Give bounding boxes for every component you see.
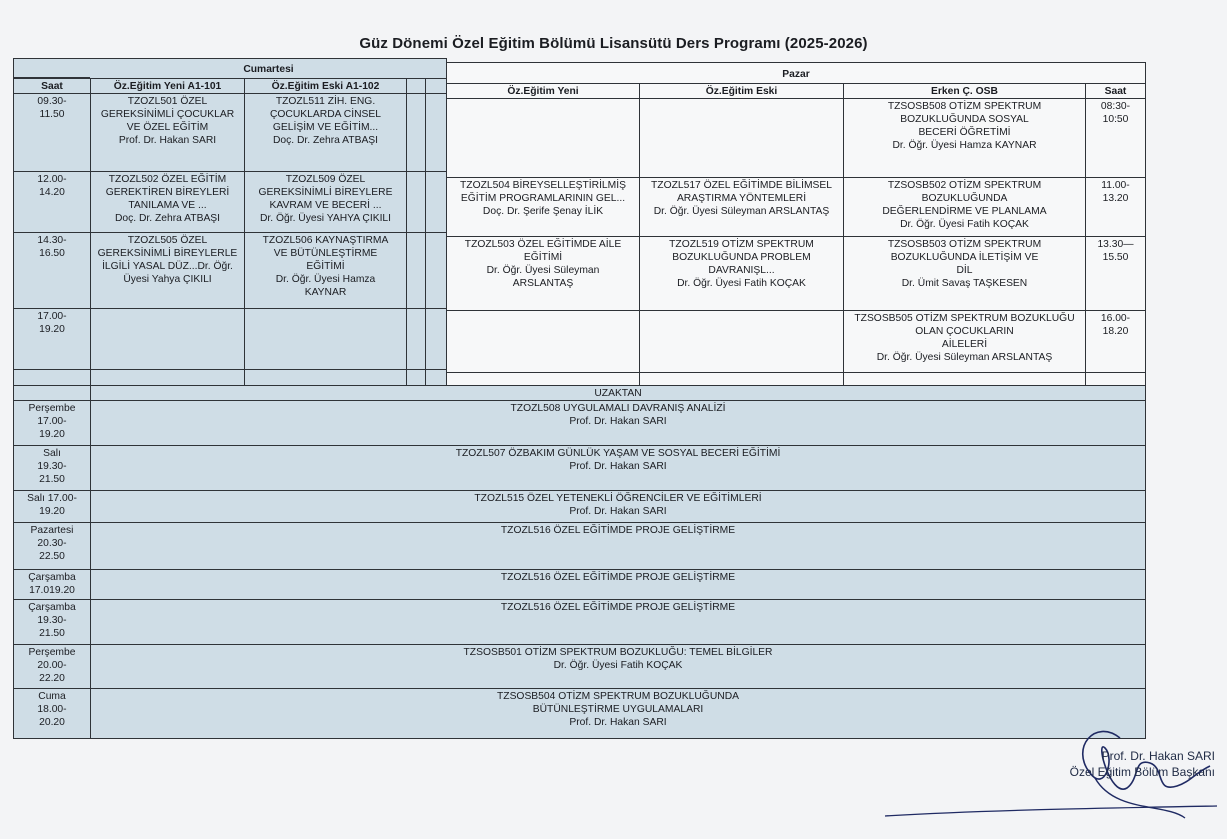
saturday-time-cell: 14.30- 16.50: [13, 232, 91, 309]
remote-course-cell: TZOZL516 ÖZEL EĞİTİMDE PROJE GELİŞTİRME: [90, 599, 1146, 645]
saturday-course-cell: TZOZL501 ÖZEL GEREKSİNİMLİ ÇOCUKLAR VE ÖZEL EĞİTİM Prof. Dr. Hakan SARI: [90, 93, 245, 172]
remote-time-cell: Çarşamba 19.30- 21.50: [13, 599, 91, 645]
saturday-course-cell: [90, 308, 245, 370]
sunday-day-label: Pazar: [446, 62, 1146, 84]
saturday-empty-cell: [425, 93, 447, 172]
saturday-empty-cell: [425, 232, 447, 309]
sunday-course-cell: TZOZL519 OTİZM SPEKTRUM BOZUKLUĞUNDA PROBLEM DAVRANIŞL... Dr. Öğr. Üyesi Fatih KOÇAK: [639, 236, 844, 311]
remote-time-cell: Cuma 18.00- 20.20: [13, 688, 91, 739]
remote-time-cell: Salı 17.00- 19.20: [13, 490, 91, 523]
sunday-course-cell: TZOZL503 ÖZEL EĞİTİMDE AİLE EĞİTİMİ Dr. Öğr. Üyesi Süleyman ARSLANTAŞ: [446, 236, 640, 311]
saturday-empty-cell: [425, 171, 447, 233]
sunday-course-cell: [446, 310, 640, 373]
remote-header-spacer: [13, 385, 91, 401]
signer-role: Özel Eğitim Bölüm Başkanı: [1069, 765, 1215, 779]
sunday-saat-header: Saat: [1085, 83, 1146, 99]
remote-course-cell: TZSOSB501 OTİZM SPEKTRUM BOZUKLUĞU: TEMEL BİLGİLER Dr. Öğr. Üyesi Fatih KOÇAK: [90, 644, 1146, 689]
sunday-course-cell: TZSOSB503 OTİZM SPEKTRUM BOZUKLUĞUNDA İLETİŞİM VE DİL Dr. Ümit Savaş TAŞKESEN: [843, 236, 1086, 311]
sunday-time-cell: 13.30— 15.50: [1085, 236, 1146, 311]
sunday-spacer-cell: [1085, 372, 1146, 386]
saturday-empty-col-header: [425, 78, 447, 94]
saturday-col1-header: Öz.Eğitim Yeni A1-101: [90, 78, 245, 94]
sunday-spacer-cell: [639, 372, 844, 386]
sunday-spacer-cell: [446, 372, 640, 386]
page-title: Güz Dönemi Özel Eğitim Bölümü Lisansütü Ders Programı (2025-2026): [359, 35, 868, 52]
saturday-empty-cell: [406, 232, 426, 309]
signer-name: Prof. Dr. Hakan SARI: [1101, 749, 1215, 763]
sunday-time-cell: 11.00- 13.20: [1085, 177, 1146, 237]
saturday-empty-col-header: [406, 78, 426, 94]
saturday-spacer-cell: [13, 369, 91, 386]
sunday-course-cell: TZOZL504 BİREYSELLEŞTİRİLMİŞ EĞİTİM PROGRAMLARININ GEL... Doç. Dr. Şerife Şenay İLİK: [446, 177, 640, 237]
sunday-course-cell: TZSOSB505 OTİZM SPEKTRUM BOZUKLUĞU OLAN ÇOCUKLARIN AİLELERİ Dr. Öğr. Üyesi Süleyman ARSLANTAŞ: [843, 310, 1086, 373]
remote-time-cell: Pazartesi 20.30- 22.50: [13, 522, 91, 570]
saturday-spacer-cell: [406, 369, 426, 386]
saturday-course-cell: TZOZL502 ÖZEL EĞİTİM GEREKTİREN BİREYLERİ TANILAMA VE ... Doç. Dr. Zehra ATBAŞI: [90, 171, 245, 233]
saturday-course-cell: TZOZL509 ÖZEL GEREKSİNİMLİ BİREYLERE KAVRAM VE BECERİ ... Dr. Öğr. Üyesi YAHYA ÇIKILI: [244, 171, 407, 233]
saturday-saat-header: Saat: [13, 78, 91, 94]
remote-course-cell: TZOZL516 ÖZEL EĞİTİMDE PROJE GELİŞTİRME: [90, 522, 1146, 570]
sunday-course-cell: [446, 98, 640, 178]
remote-time-cell: Perşembe 20.00- 22.20: [13, 644, 91, 689]
sunday-course-cell: TZOZL517 ÖZEL EĞİTİMDE BİLİMSEL ARAŞTIRMA YÖNTEMLERİ Dr. Öğr. Üyesi Süleyman ARSLANTAŞ: [639, 177, 844, 237]
remote-course-cell: TZOZL507 ÖZBAKIM GÜNLÜK YAŞAM VE SOSYAL BECERİ EĞİTİMİ Prof. Dr. Hakan SARI: [90, 445, 1146, 491]
saturday-empty-cell: [406, 308, 426, 370]
remote-time-cell: Perşembe 17.00- 19.20: [13, 400, 91, 446]
remote-time-cell: Çarşamba 17.019.20: [13, 569, 91, 600]
sunday-course-cell: TZSOSB502 OTİZM SPEKTRUM BOZUKLUĞUNDA DEĞERLENDİRME VE PLANLAMA Dr. Öğr. Üyesi Fatih KOÇAK: [843, 177, 1086, 237]
remote-header: UZAKTAN: [90, 385, 1146, 401]
saturday-time-cell: 09.30- 11.50: [13, 93, 91, 172]
remote-time-cell: Salı 19.30- 21.50: [13, 445, 91, 491]
saturday-course-cell: [244, 308, 407, 370]
saturday-col2-header: Öz.Eğitim Eski A1-102: [244, 78, 407, 94]
sunday-col2-header: Öz.Eğitim Eski: [639, 83, 844, 99]
sunday-course-cell: [639, 310, 844, 373]
saturday-day-label: Cumartesi: [90, 62, 447, 78]
saturday-empty-cell: [406, 93, 426, 172]
remote-course-cell: TZOZL515 ÖZEL YETENEKLİ ÖĞRENCİLER VE EĞİTİMLERİ Prof. Dr. Hakan SARI: [90, 490, 1146, 523]
remote-course-cell: TZOZL508 UYGULAMALI DAVRANIŞ ANALİZİ Prof. Dr. Hakan SARI: [90, 400, 1146, 446]
saturday-spacer-cell: [425, 369, 447, 386]
saturday-empty-cell: [406, 171, 426, 233]
remote-course-cell: TZOZL516 ÖZEL EĞİTİMDE PROJE GELİŞTİRME: [90, 569, 1146, 600]
sunday-time-cell: 08:30- 10:50: [1085, 98, 1146, 178]
saturday-empty-cell: [425, 308, 447, 370]
remote-course-cell: TZSOSB504 OTİZM SPEKTRUM BOZUKLUĞUNDA BÜTÜNLEŞTİRME UYGULAMALARI Prof. Dr. Hakan SARI: [90, 688, 1146, 739]
sunday-col1-header: Öz.Eğitim Yeni: [446, 83, 640, 99]
saturday-spacer-cell: [90, 369, 245, 386]
saturday-course-cell: TZOZL506 KAYNAŞTIRMA VE BÜTÜNLEŞTİRME EĞİTİMİ Dr. Öğr. Üyesi Hamza KAYNAR: [244, 232, 407, 309]
sunday-time-cell: 16.00- 18.20: [1085, 310, 1146, 373]
saturday-time-cell: 12.00- 14.20: [13, 171, 91, 233]
sunday-col3-header: Erken Ç. OSB: [843, 83, 1086, 99]
saturday-spacer-cell: [244, 369, 407, 386]
saturday-course-cell: TZOZL511 ZİH. ENG. ÇOCUKLARDA CİNSEL GELİŞİM VE EĞİTİM... Doç. Dr. Zehra ATBAŞI: [244, 93, 407, 172]
saturday-time-cell: 17.00- 19.20: [13, 308, 91, 370]
sunday-spacer-cell: [843, 372, 1086, 386]
signature-block: [1025, 748, 1215, 780]
saturday-course-cell: TZOZL505 ÖZEL GEREKSİNİMLİ BİREYLERLE İLGİLİ YASAL DÜZ...Dr. Öğr. Üyesi Yahya ÇIKILI: [90, 232, 245, 309]
sunday-course-cell: [639, 98, 844, 178]
sunday-course-cell: TZSOSB508 OTİZM SPEKTRUM BOZUKLUĞUNDA SOSYAL BECERİ ÖĞRETİMİ Dr. Öğr. Üyesi Hamza KAYNAR: [843, 98, 1086, 178]
